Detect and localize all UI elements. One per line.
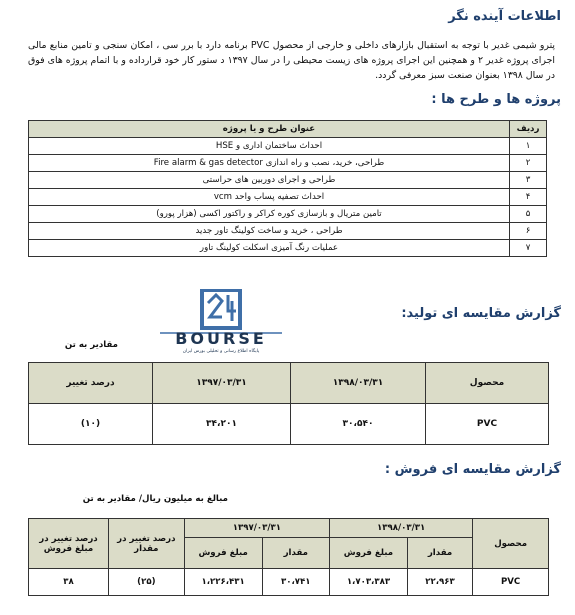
- sales-1398-qty: ۲۲،۹۶۳: [407, 569, 472, 596]
- project-title: احداث ساختمان اداری و HSE: [29, 138, 510, 155]
- column-header-1397-amount: مبلغ فروش: [184, 538, 262, 569]
- table-row: [29, 569, 549, 596]
- column-header-1397-qty: مقدار: [262, 538, 329, 569]
- row-number: ۷: [510, 240, 547, 257]
- project-title: تامین متریال و بازسازی کوره کراکر و راکتور اکسی (هزار پورو): [29, 206, 510, 223]
- production-1398: ۳۰،۵۴۰: [291, 404, 426, 445]
- bourse-logo-caption: پایگاه اطلاع رسانی و تحلیلی بورس ایران: [182, 349, 260, 354]
- column-header-product: محصول: [426, 363, 549, 404]
- projects-heading: پروژه ها و طرح ها :: [431, 92, 561, 107]
- row-number: ۳: [510, 172, 547, 189]
- production-table: [28, 362, 549, 445]
- table-row: [29, 240, 547, 257]
- future-info-heading: اطلاعات آینده نگر: [448, 9, 561, 24]
- row-number: ۶: [510, 223, 547, 240]
- sales-unit-note: مبالغ به میلیون ریال/ مقادیر به تن: [82, 494, 228, 504]
- row-number: ۱: [510, 138, 547, 155]
- production-1397: ۳۴،۲۰۱: [153, 404, 291, 445]
- column-header-row-number: ردیف: [510, 121, 547, 138]
- production-change-percent: (۱۰): [29, 404, 153, 445]
- project-title: طراحی، خرید، نصب و راه اندازی Fire alarm & gas detector: [29, 155, 510, 172]
- project-title: طراحی ، خرید و ساخت کولینگ تاور جدید: [29, 223, 510, 240]
- column-header-1398-amount: مبلغ فروش: [330, 538, 408, 569]
- column-header-amount-change: درصد تغییر در مبلغ فروش: [29, 519, 109, 569]
- sales-1397-qty: ۳۰،۷۴۱: [262, 569, 329, 596]
- production-header-row: [29, 363, 549, 404]
- future-info-paragraph: پترو شیمی غدیر با توجه به استقبال بازارهای داخلی و خارجی از محصول PVC برنامه دارد با برر سی ، امکان سنجی و تامین منابع مالی اجرای پروژه غدیر ۲ و همچنین این اجرای پروژه های زیست محیطی را در سال ۱۳۹۷ د ستور کار خود قرارداده و با اتمام پروژه های فوق در سال ۱۳۹۸ بعنوان صنعت سبز معرفی گردد.: [28, 40, 556, 81]
- project-title: احداث تصفیه پساب واحد vcm: [29, 189, 510, 206]
- column-header-qty-change: درصد تغییر در مقدار: [108, 519, 184, 569]
- column-header-period-1397: ۱۳۹۷/۰۳/۳۱: [153, 363, 291, 404]
- sales-header-row-1: [29, 519, 549, 538]
- column-header-project-title: عنوان طرح و یا پروژه: [29, 121, 510, 138]
- row-number: ۵: [510, 206, 547, 223]
- product-name: PVC: [473, 569, 549, 596]
- sales-amount-change: ۳۸: [29, 569, 109, 596]
- sales-table: [28, 518, 549, 596]
- table-row: [29, 223, 547, 240]
- table-row: [29, 206, 547, 223]
- bourse-logo-word: BOURSE: [175, 329, 267, 348]
- table-row: [29, 404, 549, 445]
- projects-table: [28, 120, 547, 257]
- column-header-period-1397: ۱۳۹۷/۰۳/۳۱: [184, 519, 329, 538]
- product-name: PVC: [426, 404, 549, 445]
- sales-qty-change: (۲۵): [108, 569, 184, 596]
- project-title: عملیات رنگ آمیزی اسکلت کولینگ تاور: [29, 240, 510, 257]
- table-row: [29, 155, 547, 172]
- sales-1398-amount: ۱،۷۰۳،۳۸۳: [330, 569, 408, 596]
- column-header-change-percent: درصد تغییر: [29, 363, 153, 404]
- column-header-product: محصول: [473, 519, 549, 569]
- column-header-period-1398: ۱۳۹۸/۰۳/۳۱: [291, 363, 426, 404]
- sales-heading: گزارش مقایسه ای فروش :: [384, 462, 561, 477]
- projects-header-row: [29, 121, 547, 138]
- bourse-logo: [158, 289, 284, 361]
- production-heading: گزارش مقایسه ای تولید:: [401, 306, 561, 321]
- project-title: طراحی و اجرای دوربین های حراستی: [29, 172, 510, 189]
- row-number: ۲: [510, 155, 547, 172]
- table-row: [29, 172, 547, 189]
- row-number: ۴: [510, 189, 547, 206]
- table-row: [29, 189, 547, 206]
- table-row: [29, 138, 547, 155]
- column-header-period-1398: ۱۳۹۸/۰۳/۳۱: [330, 519, 473, 538]
- sales-1397-amount: ۱،۲۲۶،۴۳۱: [184, 569, 262, 596]
- column-header-1398-qty: مقدار: [407, 538, 472, 569]
- production-unit-note: مقادیر به تن: [64, 340, 118, 350]
